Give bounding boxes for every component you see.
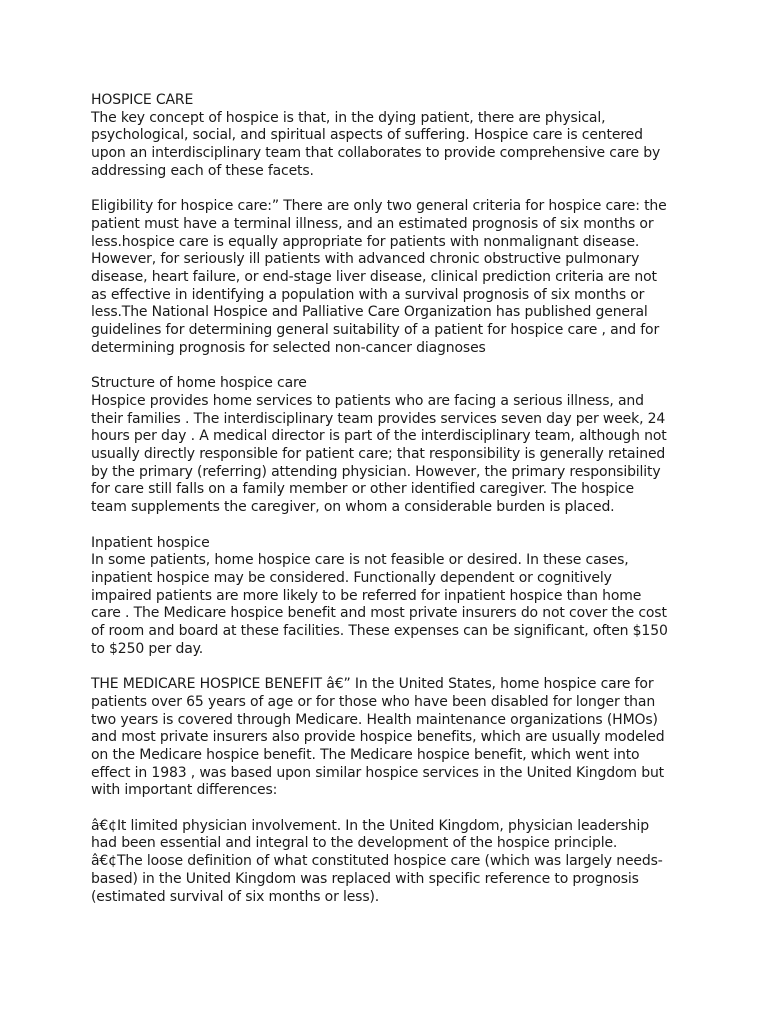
text-line: their families . The interdisciplinary team provides services seven day per week, 24 [91, 410, 666, 427]
intro-paragraph [91, 92, 681, 181]
list-item: â€¢The loose definition of what constituted hospice care (which was largely needs- [91, 853, 663, 870]
text-line: for care still falls on a family member or other identified caregiver. The hospice [91, 481, 634, 498]
text-line: team supplements the caregiver, on whom a considerable burden is placed. [91, 499, 615, 516]
text-line: upon an interdisciplinary team that collaborates to provide comprehensive care by [91, 145, 661, 162]
text-line: psychological, social, and spiritual aspects of suffering. Hospice care is centered [91, 127, 643, 144]
text-line: patient must have a terminal illness, and an estimated prognosis of six months or [91, 215, 654, 232]
inpatient-hospice-paragraph [91, 535, 681, 659]
text-line: However, for seriously ill patients with advanced chronic obstructive pulmonary [91, 251, 640, 268]
text-line: by the primary (referring) attending physician. However, the primary responsibility [91, 463, 661, 480]
list-item: (estimated survival of six months or less). [91, 888, 380, 905]
text-line: inpatient hospice may be considered. Functionally dependent or cognitively [91, 569, 612, 586]
text-line: two years is covered through Medicare. Health maintenance organizations (HMOs) [91, 711, 658, 728]
text-line: and most private insurers also provide hospice benefits, which are usually modeled [91, 729, 665, 746]
text-line: The key concept of hospice is that, in the dying patient, there are physical, [91, 109, 606, 126]
document-title: HOSPICE CARE [91, 92, 194, 108]
list-item: based) in the United Kingdom was replaced with specific reference to prognosis [91, 870, 639, 887]
text-line: usually directly responsible for patient care; that responsibility is generally retained [91, 446, 666, 463]
text-line: Eligibility for hospice care:” There are only two general criteria for hospice care: the [91, 198, 667, 215]
text-line: Hospice provides home services to patients who are facing a serious illness, and [91, 392, 644, 409]
text-line: less.hospice care is equally appropriate for patients with nonmalignant disease. [91, 233, 640, 250]
section-heading: Inpatient hospice [91, 534, 210, 551]
text-line: guidelines for determining general suitability of a patient for hospice care , and for [91, 322, 660, 339]
text-line: care . The Medicare hospice benefit and most private insurers do not cover the cost [91, 605, 667, 622]
text-line: patients over 65 years of age or for those who have been disabled for longer than [91, 693, 656, 710]
text-line: impaired patients are more likely to be referred for inpatient hospice than home [91, 587, 642, 604]
text-line: with important differences: [91, 782, 278, 799]
text-line: addressing each of these facets. [91, 162, 314, 179]
text-line: less.The National Hospice and Palliative Care Organization has published general [91, 304, 648, 321]
text-line: to $250 per day. [91, 640, 204, 657]
list-item: â€¢It limited physician involvement. In the United Kingdom, physician leadership [91, 817, 649, 834]
differences-list [91, 818, 681, 907]
text-line: THE MEDICARE HOSPICE BENEFIT â€” In the United States, home hospice care for [91, 676, 654, 693]
text-line: determining prognosis for selected non-cancer diagnoses [91, 339, 486, 356]
section-heading: Structure of home hospice care [91, 375, 307, 392]
document-body [91, 92, 681, 924]
text-line: as effective in identifying a population with a survival prognosis of six months or [91, 286, 645, 303]
text-line: of room and board at these facilities. These expenses can be significant, often $150 [91, 623, 668, 640]
text-line: disease, heart failure, or end-stage liver disease, clinical prediction criteria are not [91, 269, 657, 286]
text-line: hours per day . A medical director is part of the interdisciplinary team, although not [91, 428, 667, 445]
eligibility-paragraph [91, 198, 681, 357]
text-line: In some patients, home hospice care is not feasible or desired. In these cases, [91, 552, 629, 569]
list-item: had been essential and integral to the development of the hospice principle. [91, 835, 618, 852]
medicare-benefit-paragraph [91, 676, 681, 800]
text-line: effect in 1983 , was based upon similar hospice services in the United Kingdom but [91, 764, 665, 781]
home-hospice-paragraph [91, 375, 681, 517]
text-line: on the Medicare hospice benefit. The Medicare hospice benefit, which went into [91, 746, 640, 763]
